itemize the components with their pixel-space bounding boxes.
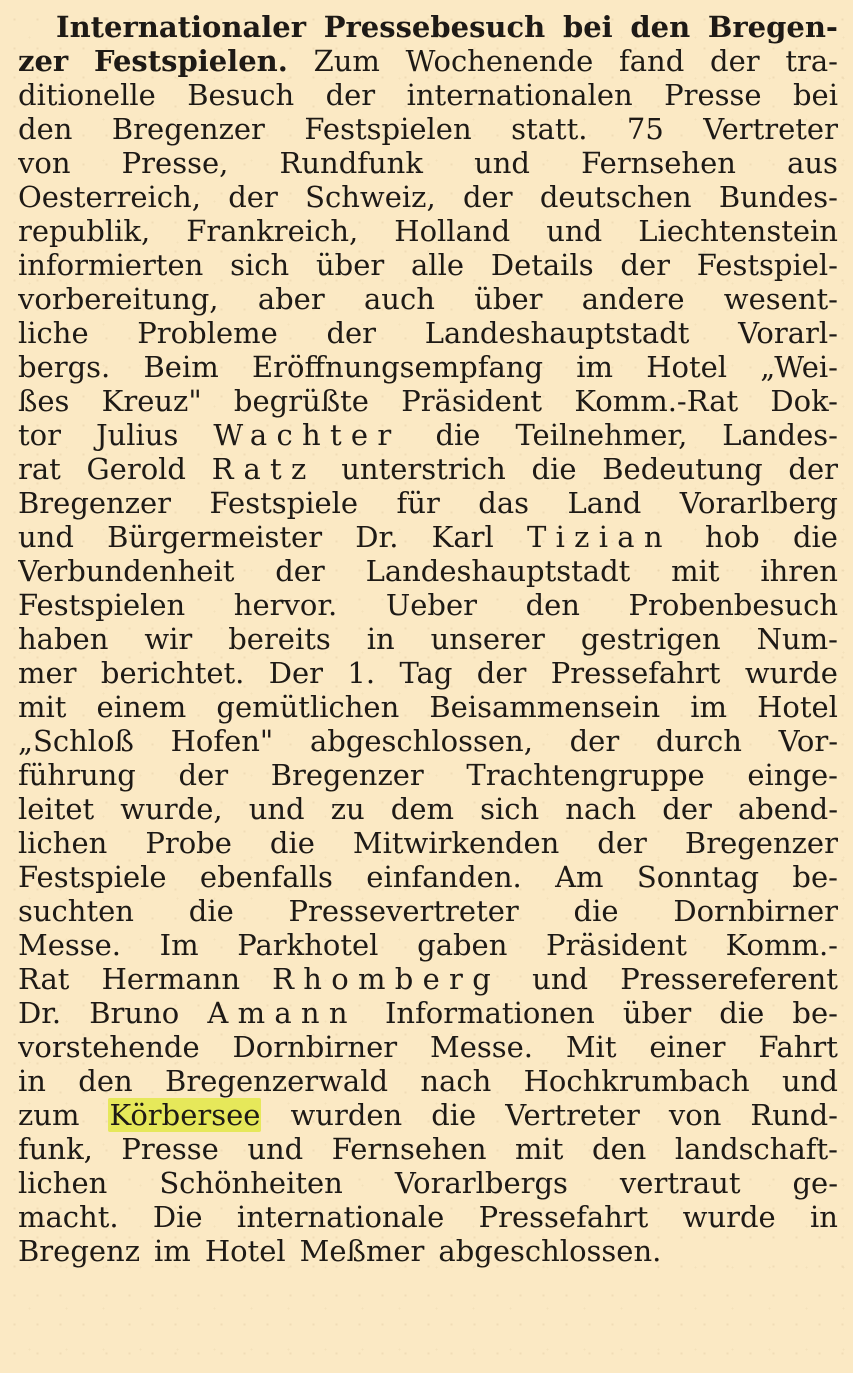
word: die [188,894,234,928]
word: auch [364,282,435,316]
word: bei [792,78,838,112]
article-line [18,826,838,860]
word: Präsident [546,928,687,962]
word: unserer [430,622,545,656]
word: Festspiele [18,860,167,894]
word: Besuch [187,78,295,112]
word: die [719,996,765,1030]
word: haben [18,622,109,656]
article-line [18,588,838,622]
article-line [18,1098,838,1132]
word: einfanden. [366,860,522,894]
word: Komm.- [725,928,838,962]
word: Hotel [757,690,838,724]
word: bergs. [18,350,111,384]
article-line [18,962,838,996]
word: Beim [143,350,219,384]
spaced-name: Tizian [526,520,672,554]
word: und [532,962,589,996]
word: ditionelle [18,78,156,112]
word: Karl [431,520,494,554]
word: den [78,1064,133,1098]
word: aber [257,282,325,316]
article-line [18,44,838,78]
word: vorstehende [18,1030,200,1064]
word: lichen [18,1166,108,1200]
article-line [18,1166,838,1200]
word: Beisammensein [429,690,661,724]
word: einem [96,690,187,724]
word: Schönheiten [159,1166,343,1200]
article-line [18,384,838,418]
word: statt. [511,112,588,146]
word: Vertreter [703,112,838,146]
word: den [591,1132,647,1166]
word: Ueber [385,588,478,622]
word: zu [330,792,365,826]
word: Rund- [750,1098,838,1132]
headline-word: zer [18,44,69,78]
word: leitet [18,792,95,826]
word: Vor- [778,724,838,758]
article-line [18,316,838,350]
word: suchten [18,894,134,928]
word: führung [18,758,136,792]
word: der [620,248,670,282]
word: die [431,1098,477,1132]
word: Vorarlbergs [394,1166,568,1200]
word: wurde, [120,792,223,826]
word: Rundfunk [279,146,423,180]
article-line [18,894,838,928]
word: ge- [792,1166,838,1200]
word: Festspielen [18,588,186,622]
article-line [18,350,838,384]
word: Hermann [101,962,241,996]
word: Bregenzer [684,826,838,860]
word: macht. [18,1200,119,1234]
word: sich [480,792,540,826]
word: Mitwirkenden [352,826,560,860]
word: nach [565,792,637,826]
word: abgeschlossen, [309,724,533,758]
spaced-name: Ratz [211,452,316,486]
word: be- [792,996,838,1030]
word: 1. [347,656,376,690]
article-line [18,1200,838,1234]
word: Dornbirner [673,894,838,928]
word: Pressefahrt [478,1200,649,1234]
article-line [18,248,838,282]
article-line [18,724,838,758]
word: sich [230,248,290,282]
article-line [18,452,838,486]
word: Bregenzer [111,112,265,146]
word: ßes [18,384,70,418]
word: vorbereitung, [18,282,219,316]
word: Vorarlberg [679,486,838,520]
article-line [18,10,838,44]
word: Hochkrumbach [523,1064,750,1098]
word: Liechtenstein [638,214,838,248]
word: internationale [236,1200,445,1234]
word: Rat [18,962,70,996]
word: nach [420,1064,492,1098]
headline-word: Pressebesuch [323,10,546,44]
word: hob [705,520,760,554]
word: Dok- [770,384,838,418]
word: berichtet. [100,656,245,690]
word: und [247,1132,304,1166]
word: landschaft- [674,1132,838,1166]
word: informierten [18,248,204,282]
headline-word: Bregen- [707,10,838,44]
word: der [326,316,377,350]
article-line [18,486,838,520]
word: aus [787,146,838,180]
word: Messe. [18,928,122,962]
word: wurde [682,1200,776,1234]
word: Fahrt [758,1030,838,1064]
word: einge- [747,758,838,792]
word: der [228,180,278,214]
word: Tag [399,656,453,690]
word: Oesterreich, [18,180,201,214]
article-line [18,622,838,656]
word: Kreuz" [101,384,202,418]
word: und [546,214,603,248]
word: der [476,656,527,690]
word: begrüßte [233,384,369,418]
word: funk, [18,1132,93,1166]
word: im [154,1234,191,1268]
word: Hofen" [170,724,274,758]
word: andere [581,282,685,316]
word: Sonntag [636,860,760,894]
word: Festspiel- [696,248,838,282]
word: Probe [145,826,232,860]
word: liche [18,316,89,350]
word: Trachtengruppe [466,758,705,792]
word: abend- [737,792,838,826]
article-line [18,1064,838,1098]
word: Landeshauptstadt [365,554,631,588]
article-line [18,78,838,112]
article-line [18,146,838,180]
headline-word: Festspielen. [93,44,288,78]
article-line [18,656,838,690]
word: und [18,520,74,554]
article-line [18,282,838,316]
word: das [478,486,530,520]
word: gaben [417,928,508,962]
word: im [576,350,614,384]
word: deutschen [539,180,692,214]
article-body [18,10,838,1268]
word: mit [515,1132,564,1166]
word: Eröffnungsempfang [251,350,544,384]
word: der [788,452,838,486]
word: zum [18,1098,80,1132]
word: Holland [394,214,511,248]
word: Bruno [89,996,180,1030]
word: durch [655,724,742,758]
word: fand [619,44,685,78]
word: über [622,996,692,1030]
word: Pressereferent [620,962,838,996]
word: Num- [756,622,838,656]
word: wurden [290,1098,403,1132]
word: Mit [565,1030,617,1064]
word: die [792,520,838,554]
word: Hotel [646,350,728,384]
word: Vorarl- [738,316,838,350]
word: republik, [18,214,151,248]
word: Julius [95,418,179,452]
word: „Wei- [760,350,838,384]
word: in [18,1064,46,1098]
word: Präsident [401,384,543,418]
word: die [269,826,315,860]
word: vertraut [619,1166,741,1200]
word: über [474,282,543,316]
word: lichen [18,826,108,860]
word: Festspiele [209,486,359,520]
word: Die [152,1200,203,1234]
headline-word: bei [562,10,613,44]
word: Pressevertreter [288,894,519,928]
word: Bregenz [18,1234,141,1268]
word: in [810,1200,838,1234]
word: Parkhotel [237,928,379,962]
spaced-name: Wachter [213,418,401,452]
article-line [18,792,838,826]
word: der [569,724,620,758]
word: Probleme [137,316,278,350]
article-line [18,520,838,554]
word: Fernsehen [331,1132,487,1166]
article-line [18,180,838,214]
word: tra- [785,44,838,78]
word: Dr. [355,520,399,554]
article-line [18,214,838,248]
word: „Schloß [18,724,134,758]
word: Verbundenheit [18,554,235,588]
word: Land [567,486,642,520]
word: Komm.-Rat [574,384,739,418]
word: internationalen [406,78,633,112]
word: Informationen [384,996,595,1030]
word: Schweiz, [305,180,436,214]
word: im [690,690,728,724]
word: gemütlichen [216,690,400,724]
spaced-name: Rhomberg [272,962,501,996]
word: die [531,452,577,486]
word: Im [159,928,199,962]
word: abgeschlossen. [438,1234,662,1268]
word: Am [555,860,604,894]
word: und [474,146,530,180]
word: gestrigen [580,622,721,656]
word: Bedeutung [602,452,763,486]
word: die [573,894,619,928]
word: und [248,792,305,826]
word: Bundes- [718,180,838,214]
word: mit [671,554,720,588]
word: für [396,486,440,520]
word: die [435,418,481,452]
word: und [782,1064,838,1098]
article-line [18,1234,838,1268]
word: Landeshauptstadt [424,316,690,350]
word: 75 [626,112,664,146]
word: von [18,146,71,180]
word: Pressefahrt [550,656,721,690]
word: Presse, [121,146,229,180]
word: Teilnehmer, [515,418,688,452]
word: wir [144,622,193,656]
word: Messe. [430,1030,534,1064]
article-line [18,1030,838,1064]
word: be- [792,860,838,894]
article-line [18,554,838,588]
word: mer [18,656,77,690]
article-line [18,996,838,1030]
word: Bregenzer [270,758,424,792]
word: einer [649,1030,726,1064]
word: Meßmer [299,1234,425,1268]
word: tor [18,418,61,452]
spaced-name: Amann [207,996,357,1030]
word: Festspielen [304,112,472,146]
word: der [597,826,647,860]
word: Fernsehen [581,146,736,180]
word: Der [268,656,324,690]
article-line [18,418,838,452]
word: der [662,792,712,826]
word: Presse [121,1132,219,1166]
word: der [462,180,513,214]
word: ihren [760,554,838,588]
word: unterstrich [341,452,506,486]
article-line [18,1132,838,1166]
article-line [18,112,838,146]
word: Vertreter [505,1098,640,1132]
article-line [18,928,838,962]
word: der [275,554,325,588]
word: Hotel [204,1234,286,1268]
word: der [710,44,760,78]
word: hervor. [233,588,338,622]
highlighted-term: Körbersee [109,1098,261,1132]
headline-word: Internationaler [56,10,307,44]
word: den [525,588,580,622]
word: über [315,248,385,282]
word: wesent- [723,282,838,316]
word: Probenbesuch [628,588,838,622]
word: Landes- [722,418,838,452]
word: Bregenzerwald [165,1064,389,1098]
word: den [18,112,73,146]
word: Gerold [86,452,186,486]
word: dem [390,792,454,826]
word: wurde [744,656,838,690]
word: Zum [313,44,380,78]
article-line [18,860,838,894]
headline-word: den [630,10,691,44]
word: mit [18,690,67,724]
word: ebenfalls [199,860,333,894]
word: Bregenzer [18,486,172,520]
word: Bürgermeister [107,520,323,554]
word: Wochenende [405,44,594,78]
word: von [668,1098,722,1132]
word: Frankreich, [186,214,359,248]
word: der [178,758,229,792]
word: Dornbirner [232,1030,398,1064]
word: in [366,622,395,656]
word: rat [18,452,61,486]
word: alle [411,248,465,282]
word: Dr. [18,996,62,1030]
article-line [18,690,838,724]
word: Presse [664,78,762,112]
word: bereits [228,622,331,656]
word: der [325,78,376,112]
word: Details [490,248,594,282]
article-line [18,758,838,792]
